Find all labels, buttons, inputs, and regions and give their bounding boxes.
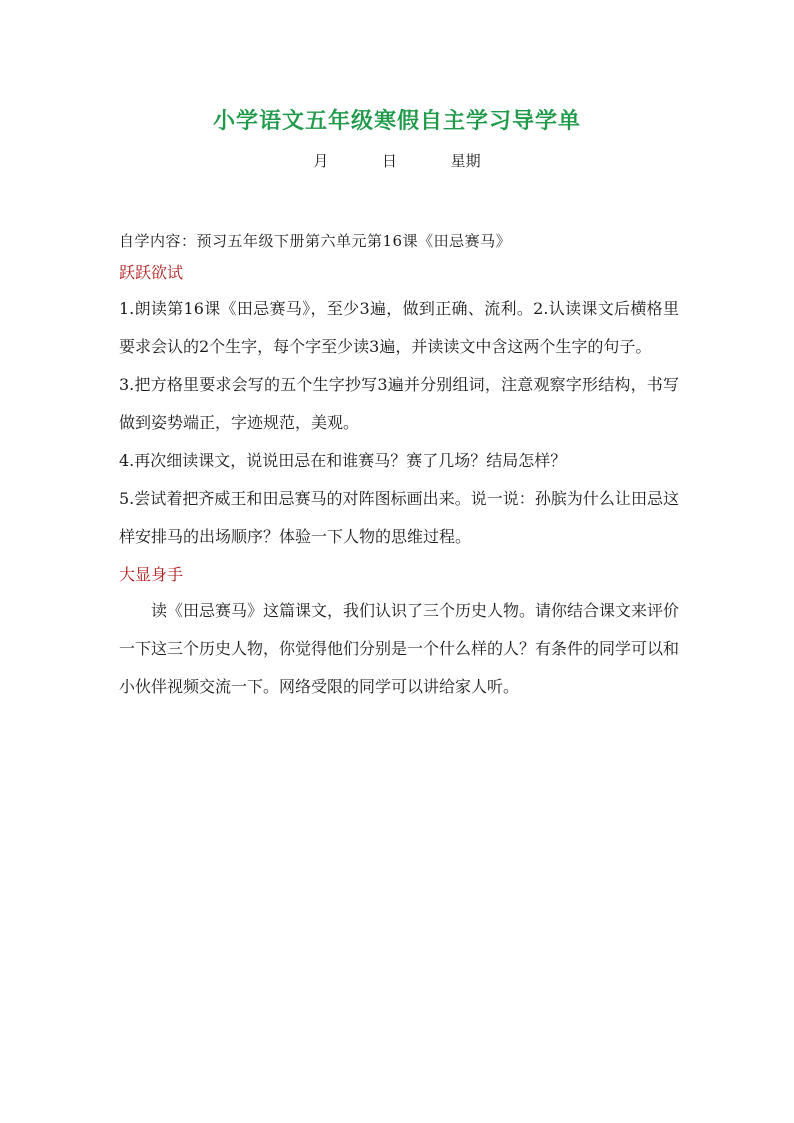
task-paragraph: 3.把方格里要求会写的五个生字抄写3遍并分别组词，注意观察字形结构，书写做到姿势端正，字迹规范，美观。: [119, 375, 679, 432]
section-heading-showcase: 大显身手: [119, 565, 184, 584]
document-title: 小学语文五年级寒假自主学习导学单: [212, 109, 581, 134]
task-paragraph: 1.朗读第16课《田忌赛马》，至少3遍，做到正确、流利。2.认读课文后横格里要求会认的2个生字，每个字至少读3遍，并读读文中含这两个生字的句子。: [119, 299, 679, 356]
task-paragraph: 读《田忌赛马》这篇课文，我们认识了三个历史人物。请你结合课文来评价一下这三个历史人物，你觉得他们分别是一个什么样的人？有条件的同学可以和小伙伴视频交流一下。网络受限的同学可以讲给家人听。: [119, 601, 680, 696]
weekday-label: 星期: [450, 152, 481, 170]
document-body: [119, 230, 679, 706]
task-paragraph: 5.尝试着把齐威王和田忌赛马的对阵图标画出来。说一说：孙膑为什么让田忌这样安排马的出场顺序？体验一下人物的思维过程。: [119, 489, 679, 546]
month-label: 月: [313, 152, 329, 170]
study-content-intro: 自学内容：预习五年级下册第六单元第16课《田忌赛马》: [119, 232, 512, 250]
day-label: 日: [381, 152, 397, 170]
section-heading-warmup: 跃跃欲试: [119, 263, 184, 282]
date-line: [0, 150, 794, 171]
task-paragraph: 4.再次细读课文，说说田忌在和谁赛马？赛了几场？结局怎样？: [119, 451, 567, 470]
